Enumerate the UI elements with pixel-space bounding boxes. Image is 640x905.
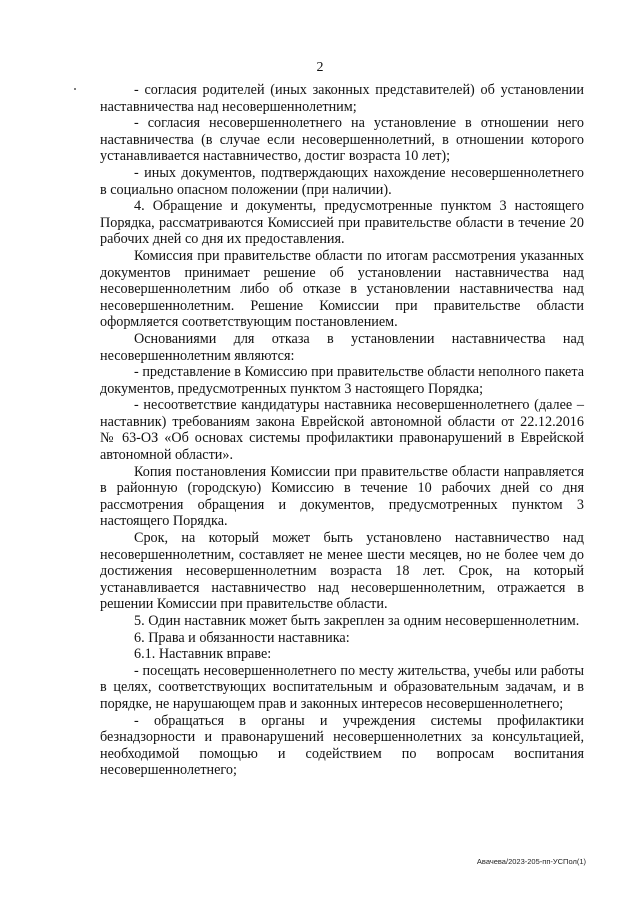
paragraph-mentor-mismatch: - несоответствие кандидатуры наставника несовершеннолетнего (далее – наставник) требованиям закона Еврейской автономной области от 22.12.2016 № 63-ОЗ «Об основах системы профилактики правонарушений в Еврейской автономной области». — [100, 397, 584, 464]
section-heading-rights: 6. Права и обязанности наставника: — [134, 629, 350, 646]
paragraph-incomplete-package: - представление в Комиссию при правительстве области неполного пакета документов, предусмотренных пунктом 3 настоящего Порядка; — [100, 364, 584, 397]
paragraph-parent-consent: - согласия родителей (иных законных представителей) об установлении наставничества над несовершеннолетним; — [100, 82, 584, 115]
paragraph-copy-sent: Копия постановления Комиссии при правительстве области направляется в районную (городскую) Комиссию в течение 10 рабочих дней со дня рассмотрения обращения и документов, предусмотренных пунктом 3 настоящего Порядка. — [100, 463, 584, 530]
paragraph-item-4: 4. Обращение и документы, предусмотренные пунктом 3 настоящего Порядка, рассматриваются Комиссией при правительстве области в течение 20 рабочих дней со дня их предоставления. — [100, 198, 584, 248]
paragraph-apply-right: - обращаться в органы и учреждения системы профилактики безнадзорности и правонарушений несовершеннолетних за консультацией, необходимой помощью и содействием по вопросам воспитания несовершеннолетнего; — [100, 712, 584, 779]
paragraph-minor-consent: - согласия несовершеннолетнего на установление в отношении него наставничества (в случае если несовершеннолетний, в отношении которого устанавливается наставничество, достиг возраста 10 лет); — [100, 115, 584, 165]
paragraph-refusal-grounds: Основаниями для отказа в установлении наставничества над несовершеннолетним являются: — [100, 330, 584, 364]
paragraph-commission-decision: Комиссия при правительстве области по итогам рассмотрения указанных документов принимает решение об установлении наставничества над несовершеннолетним либо об отказе в установлении наставничества над несовершеннолетним. Решение Комиссии при правительстве области оформляется соответствующим постановлением. — [100, 247, 584, 331]
document-footer-code: Авачева/2023-205-пп-УСПол(1) — [476, 857, 586, 866]
paragraph-other-documents: - иных документов, подтверждающих нахождение несовершеннолетнего в социально опасном положении (при наличии). — [100, 164, 584, 198]
scan-speck — [74, 88, 76, 90]
paragraph-item-5: 5. Один наставник может быть закреплен за одним несовершеннолетним. — [134, 613, 580, 629]
paragraph-visit-right: - посещать несовершеннолетнего по месту жительства, учебы или работы в целях, соответствующих воспитательным и образовательным задачам, и в порядке, не нарушающем прав и законных интересов несовершеннолетнего; — [100, 662, 584, 712]
subsection-heading-6-1: 6.1. Наставник вправе: — [134, 646, 272, 663]
paragraph-term: Срок, на который может быть установлено наставничество над несовершеннолетним, составляет не менее шести месяцев, но не более чем до достижения несовершеннолетним возраста 18 лет. Срок, на который устанавливается наставничество над несовершеннолетним, отражается в решении Комиссии при правительстве области. — [100, 530, 584, 613]
page-number: 2 — [316, 60, 324, 75]
document-body — [100, 82, 584, 779]
